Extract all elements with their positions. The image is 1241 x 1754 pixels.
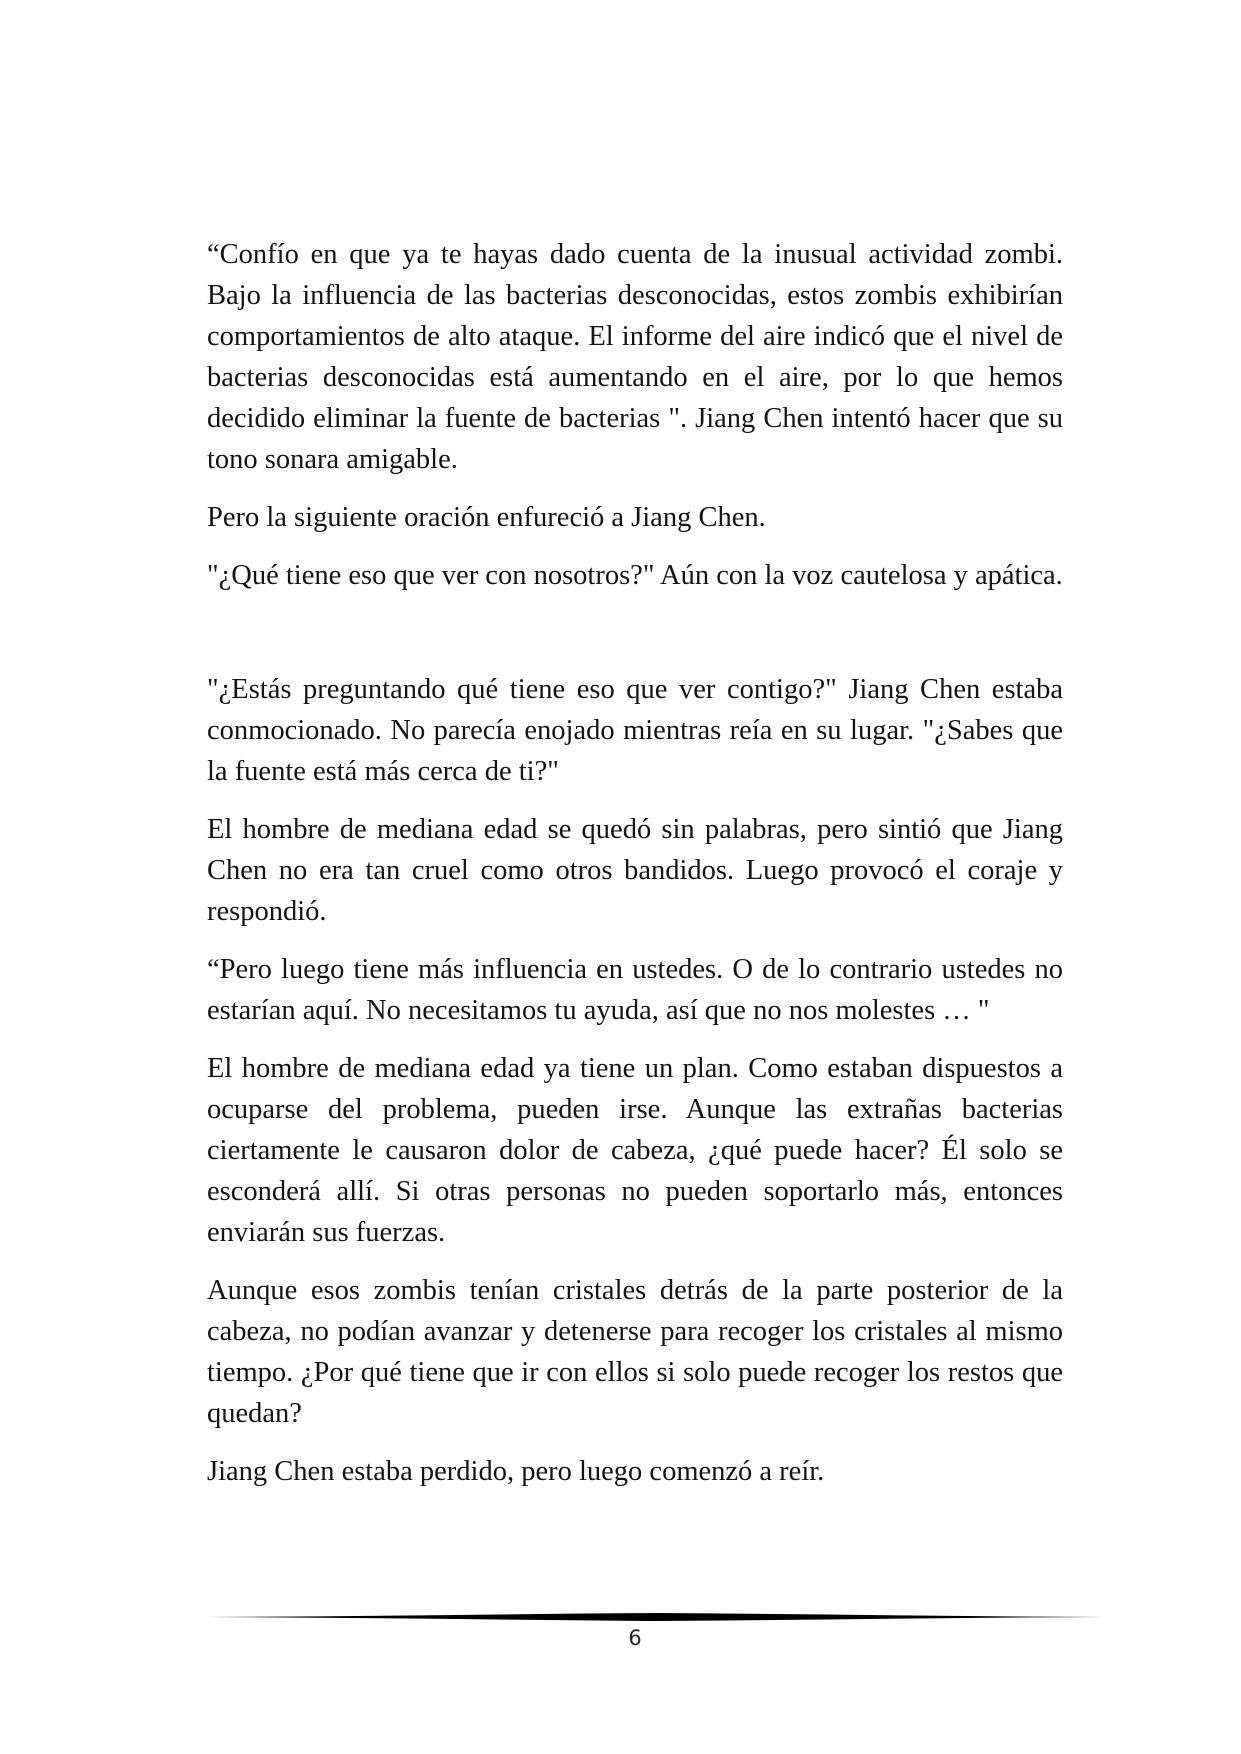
page-number: 6 [628, 1626, 642, 1650]
paragraph-4: "¿Estás preguntando qué tiene eso que ver contigo?" Jiang Chen estaba conmocionado. No parecía enojado mientras reía en su lugar. "¿Sabes que la fuente está más cerca de ti?" [207, 674, 1063, 787]
paragraph-7: El hombre de mediana edad ya tiene un plan. Como estaban dispuestos a ocuparse del problema, pueden irse. Aunque las extrañas bacterias ciertamente le causaron dolor de cabeza, ¿qué puede hacer? Él solo se esconderá allí. Si otras personas no pueden soportarlo más, entonces enviarán sus fuerzas. [207, 1053, 1063, 1248]
paragraph-3: "¿Qué tiene eso que ver con nosotros?" Aún con la voz cautelosa y apática. [207, 560, 1063, 591]
paragraph-5: El hombre de mediana edad se quedó sin palabras, pero sintió que Jiang Chen no era tan cruel como otros bandidos. Luego provocó el coraje y respondió. [207, 814, 1063, 927]
paragraph-1: “Confío en que ya te hayas dado cuenta de la inusual actividad zombi. Bajo la influencia de las bacterias desconocidas, estos zombis exhibirían comportamientos de alto ataque. El informe del aire indicó que el nivel de bacterias desconocidas está aumentando en el aire, por lo que hemos decidido eliminar la fuente de bacterias ". Jiang Chen intentó hacer que su tono sonara amigable. [207, 239, 1063, 475]
paragraph-9: Jiang Chen estaba perdido, pero luego comenzó a reír. [207, 1456, 825, 1487]
paragraph-2: Pero la siguiente oración enfureció a Jiang Chen. [207, 502, 766, 533]
paragraph-6: “Pero luego tiene más influencia en ustedes. O de lo contrario ustedes no estarían aquí. No necesitamos tu ayuda, así que no nos molestes … " [207, 954, 1063, 1026]
body-text [207, 234, 1063, 1509]
section-gap [207, 613, 1063, 669]
footer-divider [207, 1610, 1105, 1624]
paragraph-8: Aunque esos zombis tenían cristales detrás de la parte posterior de la cabeza, no podían avanzar y detenerse para recoger los cristales al mismo tiempo. ¿Por qué tiene que ir con ellos si solo puede recoger los restos que quedan? [207, 1275, 1063, 1429]
